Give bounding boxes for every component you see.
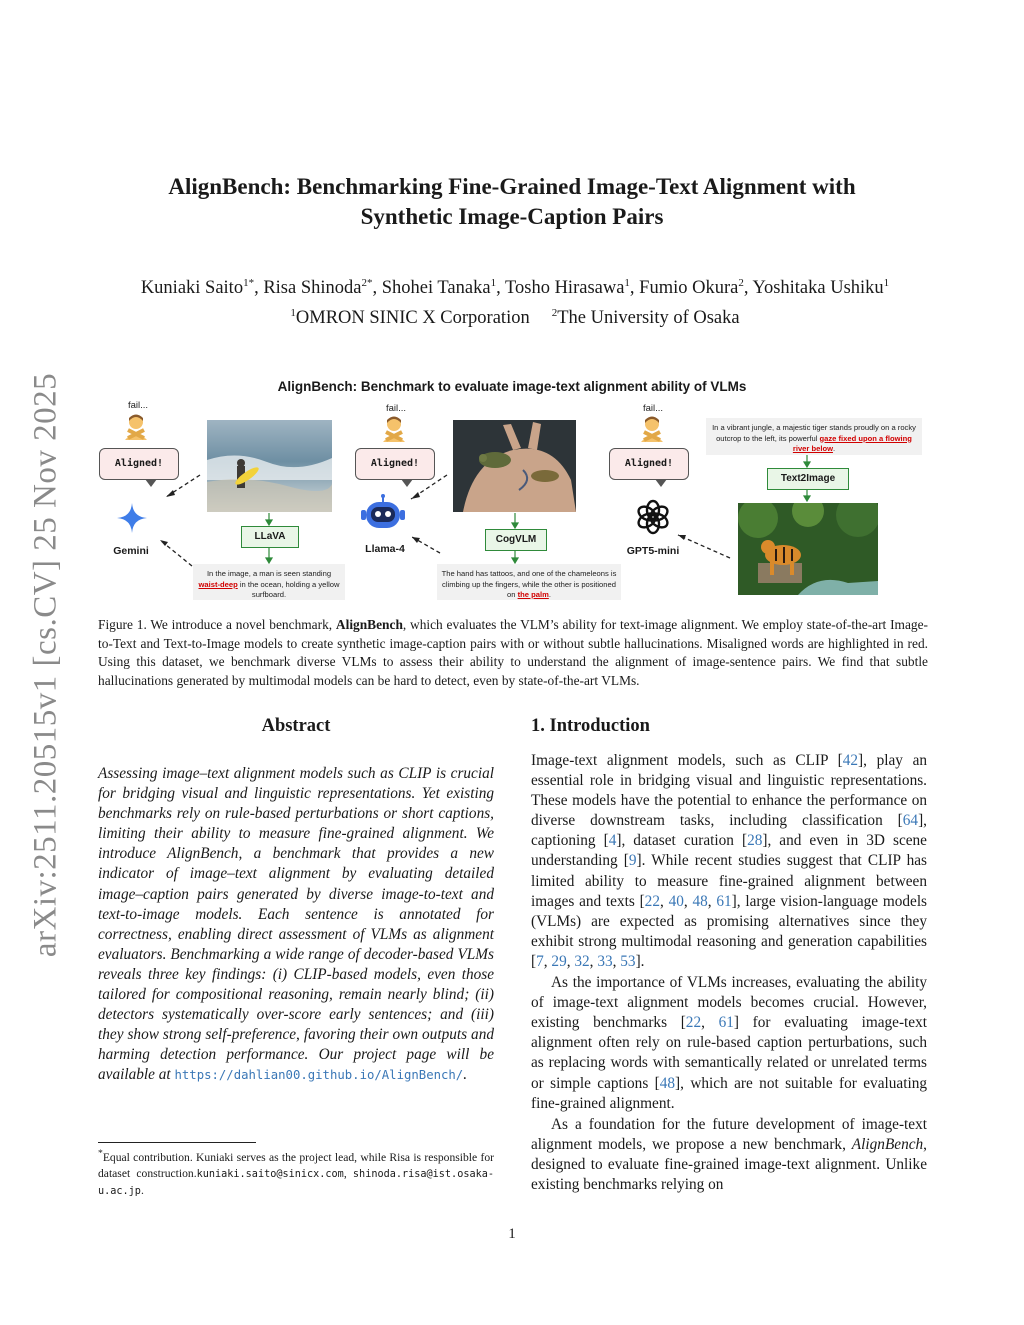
intro-paragraph-2: As the importance of VLMs increases, evaluating the ability of image-text alignment models becomes crucial. However, existing benchmarks [22, 61] for evaluating image-text alignment often rely on rule-based caption perturbations, such as replacing words with semantically related or unrelated terms or simple captions [48], which are not suitable for evaluating fine-grained alignment. (531, 974, 927, 1112)
citation-link[interactable]: 33 (597, 952, 613, 970)
citation-link[interactable]: 28 (747, 832, 763, 850)
citation-link[interactable]: 4 (608, 832, 617, 850)
intro-body (531, 751, 927, 1195)
citation-link[interactable]: 42 (842, 752, 859, 769)
model-label-gpt: GPT5-mini (626, 545, 680, 557)
caption-1-hallucination: waist-deep (198, 579, 238, 589)
citation-link[interactable]: 40 (668, 892, 684, 910)
caption-2-text: The hand has tattoos, and one of the chameleons is climbing up the fingers, while the other is positioned on (441, 569, 617, 599)
author-affiliation-mark: 2 (738, 277, 744, 289)
author-affiliation-mark: 1 (490, 277, 497, 289)
author-name: Risa Shinoda (263, 278, 362, 299)
citation-link[interactable]: 29 (551, 952, 567, 970)
affiliation-mark: 2 (551, 307, 558, 319)
intro-heading: 1. Introduction (531, 716, 650, 736)
model-label-llama: Llama-4 (365, 543, 405, 555)
citation-link[interactable]: 48 (692, 892, 708, 910)
abstract-end: . (463, 1066, 468, 1084)
abstract-heading: Abstract (261, 716, 331, 736)
fail-label-2: fail... (386, 403, 407, 414)
intro-paragraph-3: As a foundation for the future development of image-text alignment models, we propose a new benchmark, AlignBench, designed to evaluate fine-grained image-text alignment. Unlike existing benchmarks relying on (531, 1115, 927, 1193)
abstract-body (98, 764, 494, 1086)
footnote-text: Equal contribution. Kuniaki serves as the project lead, while Risa is responsible for dataset construction. (98, 1150, 494, 1180)
footnote-end: . (140, 1183, 144, 1197)
fail-label-3: fail... (643, 403, 664, 414)
footnote-rule (98, 1142, 256, 1143)
figure-caption (98, 616, 928, 690)
caption-2-hallucination: the palm (517, 590, 549, 599)
citation-link[interactable]: 7 (536, 952, 544, 970)
citation-link[interactable]: 64 (902, 812, 919, 830)
generator-tag-text2image: Text2Image (767, 468, 849, 490)
caption-3-hallucination: gaze fixed upon a flowing river below (792, 433, 912, 453)
author-name: Yoshitaka Ushiku (752, 278, 884, 299)
citation-link[interactable]: 22 (685, 1014, 702, 1032)
citation-link[interactable]: 32 (574, 952, 590, 970)
title-line-1: AlignBench: Benchmarking Fine-Grained Image-Text Alignment with (168, 174, 856, 199)
author-name: Kuniaki Saito (140, 278, 244, 299)
affiliation-name: The University of Osaka (557, 308, 740, 329)
emphasis-text: AlignBench (851, 1135, 924, 1153)
aligned-bubble-1: Aligned! (99, 448, 179, 480)
generated-caption-1 (193, 564, 345, 600)
caption-2-tail: . (548, 590, 551, 599)
author-affiliation-mark: 2* (361, 277, 373, 289)
author-name: Fumio Okura (639, 278, 739, 299)
affiliation-mark: 1 (290, 307, 296, 319)
caption-bold: AlignBench (335, 617, 403, 632)
project-url-link[interactable]: https://dahlian00.github.io/AlignBench/ (174, 1068, 464, 1083)
caption-3-tail: . (832, 444, 836, 453)
figure-title: AlignBench: Benchmark to evaluate image-text alignment ability of VLMs (277, 379, 747, 394)
abstract-text: Assessing image–text alignment models such as CLIP is crucial for bridging visual and linguistic representations. Yet existing benchmarks rely on rule-based perturbations or short captions, limiting their ability to measure fine-grained alignment. We introduce AlignBench, a benchmark that provides a new indicator of image–text alignment by evaluating detailed image–caption pairs generated by diverse image-to-text and text-to-image models. Each sentence is annotated for correctness, enabling direct assessment of VLMs as alignment evaluators. Benchmarking a wide range of decoder-based VLMs reveals three key findings: (i) CLIP-based models, even those tailored for compositional reasoning, remain nearly blind; (ii) detectors systematically over-score early sentences; and (iii) they show strong self-preference, favoring their own outputs and harming detection performance. Our project page will be available at (98, 765, 494, 1084)
author-affiliation-mark: 1 (883, 277, 890, 289)
generated-caption-3 (706, 418, 922, 455)
intro-paragraph-1: Image-text alignment models, such as CLIP [42], play an essential role in bridging visual and linguistic representations. These models have the potential to enhance the performance on diverse downstream tasks, including classification [64], captioning [4], dataset curation [28], and even in 3D scene understanding [9]. While recent studies suggest that CLIP has limited ability to measure fine-grained alignment between images and texts [22, 40, 48, 61], large vision-language models (VLMs) are expected as promising alternatives since they exhibit strong multimodal reasoning and generation capabilities [7, 29, 32, 33, 53]. (531, 752, 928, 970)
caption-1-tail: in the ocean, holding a yellow surfboard. (237, 579, 340, 599)
caption-prefix: Figure 1. We introduce a novel benchmark, (98, 617, 336, 632)
aligned-bubble-3: Aligned! (609, 448, 689, 480)
citation-link[interactable]: 48 (659, 1074, 676, 1092)
author-affiliation-mark: 1* (243, 277, 255, 289)
model-label-gemini: Gemini (113, 545, 149, 557)
email-1[interactable]: kuniaki.saito@sinicx.com (196, 1168, 344, 1180)
author-affiliation-mark: 1 (624, 277, 630, 289)
citation-link[interactable]: 61 (718, 1014, 734, 1032)
citation-link[interactable]: 9 (628, 852, 637, 870)
author-name: Tosho Hirasawa (504, 278, 625, 299)
generator-tag-cogvlm: CogVLM (485, 529, 547, 551)
page-number: 1 (508, 1226, 516, 1242)
arxiv-stamp-text: arXiv:2511.20515v1 [cs.CV] 25 Nov 2025 (27, 372, 64, 958)
generator-tag-llava: LLaVA (241, 526, 299, 548)
caption-1-text: In the image, a man is seen standing (206, 569, 332, 578)
aligned-bubble-2: Aligned! (355, 448, 435, 480)
title-line-2: Synthetic Image-Caption Pairs (360, 204, 664, 229)
author-name: Shohei Tanaka (381, 278, 491, 299)
citation-link[interactable]: 22 (644, 892, 660, 910)
email-2[interactable]: shinoda.risa@ist.osaka-u.ac.jp (98, 1168, 494, 1197)
footnote-mark: * (98, 1148, 103, 1159)
caption-3-text: In a vibrant jungle, a majestic tiger stands proudly on a rocky outcrop to the left, its powerful (712, 423, 916, 443)
fail-label-1: fail... (128, 400, 149, 411)
author-list: Kuniaki Saito$^{1*}$, Risa Shinoda$^{2*}$, Shohei Tanaka$^1$, Tosho Hirasawa$^1$, Fumio Okura$^2$, Yoshitaka Ushiku$^1$ (140, 277, 890, 299)
citation-link[interactable]: 53 (620, 952, 636, 970)
affiliation-name: OMRON SINIC X Corporation (295, 308, 530, 329)
caption-rest: , which evaluates the VLM’s ability for text-image alignment. We employ state-of-the-art Image-to-Text and Text-to-Image models to create synthetic image-caption pairs with or without subtle hallucinations. Misaligned words are highlighted in red. Using this dataset, we benchmark diverse VLMs to assess their ability to understand the alignment of image-sentence pairs. We find that subtle hallucinations generated by multimodal models can be hard to detect, even by state-of-the-art VLMs. (98, 617, 928, 688)
generated-caption-2 (437, 564, 621, 600)
footnote: *Equal contribution. Kuniaki serves as the project lead, while Risa is responsible for dataset construction.kuniaki.saito@sinicx.com, shinoda.risa@ist.osaka-u.ac.jp. (98, 1148, 494, 1197)
figure-connectors (0, 0, 1024, 620)
citation-link[interactable]: 61 (716, 892, 732, 910)
